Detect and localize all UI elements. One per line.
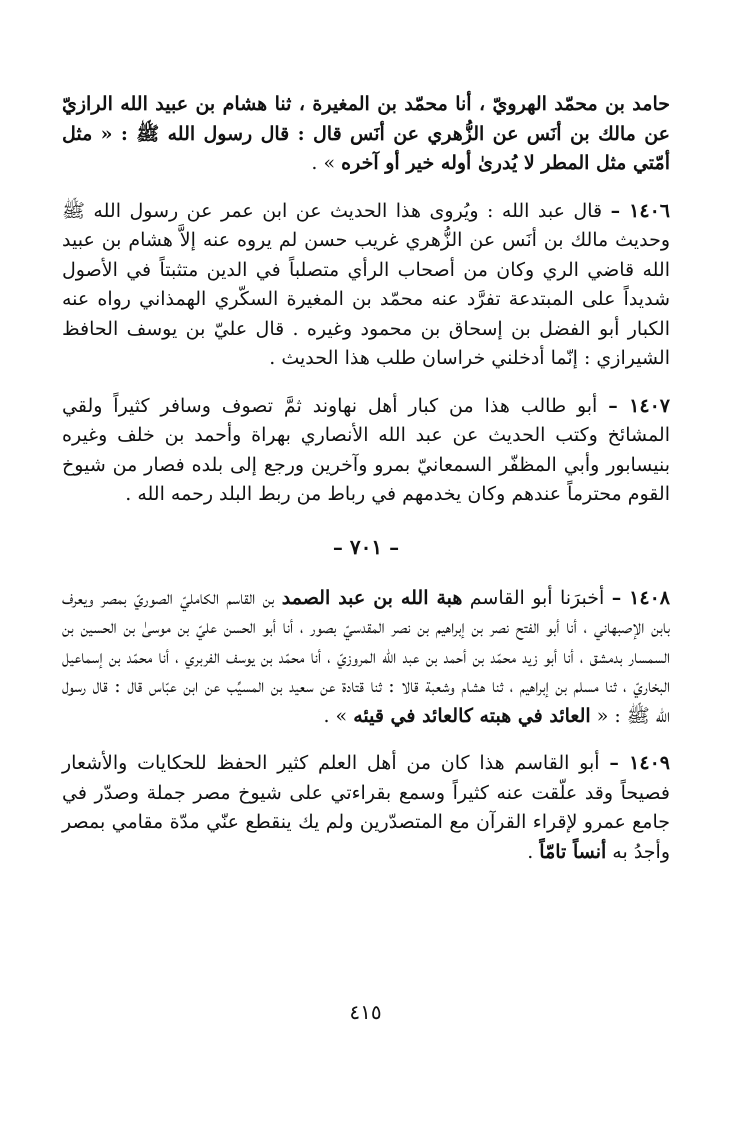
paragraph-number: ١٤٠٧ – xyxy=(608,394,670,417)
paragraph-continuation xyxy=(62,90,670,179)
text-segment: أخبرَنا أبو القاسم xyxy=(462,586,612,609)
emphasis-text: أنساً تامّاً xyxy=(539,840,607,863)
section-divider: – ٧٠١ – xyxy=(332,534,400,559)
paragraph-1407 xyxy=(62,392,670,510)
page-number: ٤١٥ xyxy=(349,1000,382,1024)
paragraph-1406 xyxy=(62,197,670,374)
text-segment: . xyxy=(527,840,540,863)
text-segment: أبو القاسم هذا كان من أهل العلم كثير الحفظ للحكايات والأشعار فصيحاً وقد علّقت عنه كثيراً وسمع بقراءتي على شيوخ مصر جملة وصدّر في جامع عمرو لإقراء القرآن مع المتصدّرين ولم يك ينقطع عنّي مدّة مقامي بمصر وأجدُ به xyxy=(62,752,670,863)
paragraph-1408 xyxy=(62,584,670,732)
text-segment: » . xyxy=(311,152,342,174)
text-segment: بن القاسم الكامليّ الصوريّ بمصر ويعرف بابن الإصبهاني ، أنا أبو الفتح نصر بن إبراهيم بن نصر المقدسيّ بصور ، أنا أبو الحسن عليّ بن موسىٰ بن الحسين بن السمسار بدمشق ، أنا أبو زيد محمّد بن أحمد بن عبد الله المروزيّ ، أنا محمّد بن يوسف الفربري ، أنا محمّد بن إسماعيل البخاريّ ، ثنا مسلم بن إبراهيم ، ثنا هشام وشعبة قالا : ثنا قتادة عن سعيد بن المسيِّب عن ابن عبّاس قال : قال رسول الله ﷺ : « xyxy=(62,586,670,727)
hadith-quote: العائد في هبته كالعائد في قيئه xyxy=(353,704,591,727)
paragraph-number: ١٤٠٦ – xyxy=(610,199,670,222)
paragraph-number: ١٤٠٩ – xyxy=(609,752,670,774)
hadith-quote: مثل أمّتي مثل المطر لا يُدرىٰ أوله خير أو آخره xyxy=(62,122,670,174)
paragraph-number: ١٤٠٨ – xyxy=(611,586,670,609)
paragraph-1409 xyxy=(62,749,670,867)
person-name: هبة الله بن عبد الصمد xyxy=(281,586,463,609)
text-segment: أبو طالب هذا من كبار أهل نهاوند ثمَّ تصوف وسافر كثيراً ولقي المشائخ وكتب الحديث عن عبد الله الأنصاري بهراة وأحمد بن خلف وغيره بنيسابور وأبي المظفّر السمعانيّ بمرو وآخرين ورجع إلى بلده فصار من شيوخ القوم محترماً عندهم وكان يخدمهم في رباط من ربط البلد رحمه الله . xyxy=(62,394,670,505)
text-segment: حامد بن محمّد الهرويّ ، أنا محمّد بن المغيرة ، ثنا هشام بن عبيد الله الرازيّ عن مالك بن أنَس عن الزُّهري عن أنَس قال : قال رسول الله ﷺ : « xyxy=(62,93,670,145)
text-segment: » . xyxy=(323,704,354,727)
text-segment: قال عبد الله : ويُروى هذا الحديث عن ابن عمر عن رسول الله ﷺ وحديث مالك بن أنَس عن الزُّهري غريب حسن لم يروه عنه إلاَّ هشام بن عبيد الله قاضي الري وكان من أصحاب الرأي متصلباً في الدين متثبتاً في الأصول شديداً على المبتدعة تفرَّد عنه محمّد بن المغيرة السكّري الهمذاني رواه عنه الكبار أبو الفضل بن إسحاق بن محمود وغيره . قال عليّ بن يوسف الحافظ الشيرازي : إنّما أدخلني خراسان طلب هذا الحديث . xyxy=(62,199,670,369)
page-body xyxy=(62,90,670,867)
